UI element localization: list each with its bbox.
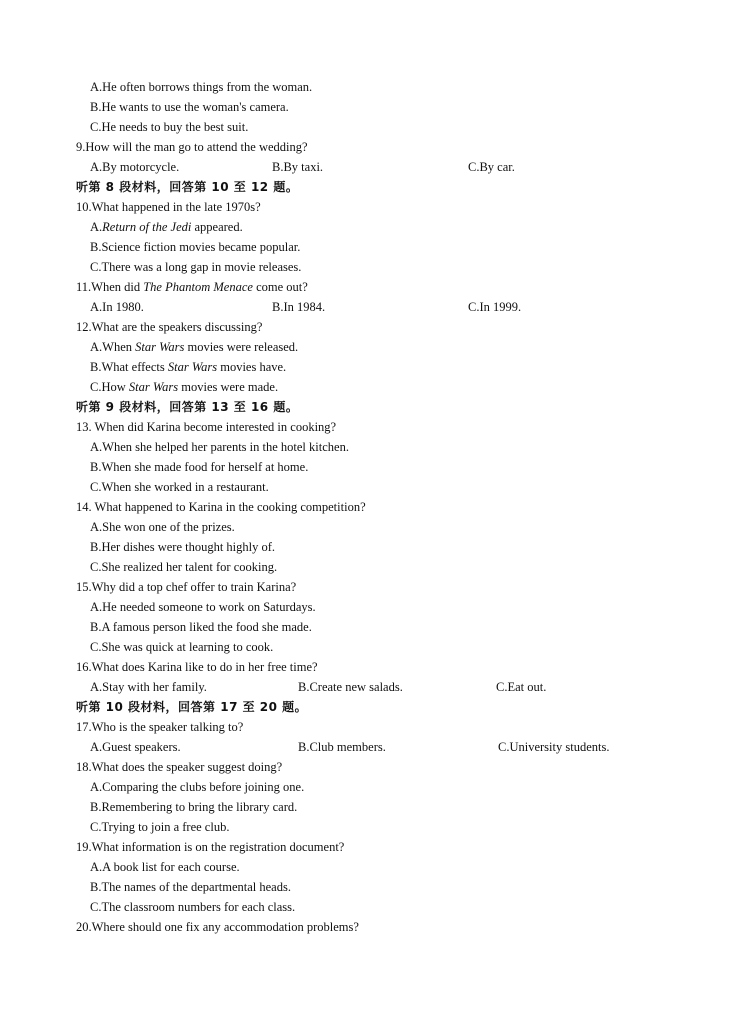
q11-option-b: B.In 1984. [272,300,326,314]
q12-option-a: A.When Star Wars movies were released. [90,340,299,354]
q20-question: 20.Where should one fix any accommodation problems? [76,920,359,934]
q9-option-b: B.By taxi. [272,160,324,174]
section-heading-8: 听第 8 段材料，回答第 10 至 12 题。 [76,180,299,194]
q19-option-c: C.The classroom numbers for each class. [90,900,296,914]
q14-option-c: C.She realized her talent for cooking. [90,560,278,574]
q19-option-a: A.A book list for each course. [90,860,240,874]
q17-option-a: A.Guest speakers. [90,740,181,754]
q12-question: 12.What are the speakers discussing? [76,320,263,334]
q18-option-c: C.Trying to join a free club. [90,820,230,834]
q15-option-a: A.He needed someone to work on Saturdays. [90,600,316,614]
q10-question: 10.What happened in the late 1970s? [76,200,261,214]
q19-option-b: B.The names of the departmental heads. [90,880,291,894]
listening-questions [76,77,716,937]
q8-option-b: B.He wants to use the woman's camera. [90,100,289,114]
q17-options [76,737,716,757]
q16-option-c: C.Eat out. [496,680,547,694]
q11-options [76,297,716,317]
q16-question: 16.What does Karina like to do in her free time? [76,660,318,674]
q18-option-a: A.Comparing the clubs before joining one. [90,780,305,794]
q9-options [76,157,716,177]
q13-question: 13. When did Karina become interested in cooking? [76,420,337,434]
q18-option-b: B.Remembering to bring the library card. [90,800,298,814]
q13-option-a: A.When she helped her parents in the hotel kitchen. [90,440,349,454]
q12-option-b: B.What effects Star Wars movies have. [90,360,287,374]
section-heading-10: 听第 10 段材料，回答第 17 至 20 题。 [76,700,308,714]
q16-option-b: B.Create new salads. [298,680,403,694]
q9-option-a: A.By motorcycle. [90,160,180,174]
q8-option-a: A.He often borrows things from the woman. [90,80,313,94]
q10-option-a: A.Return of the Jedi appeared. [90,220,243,234]
q16-options [76,677,716,697]
q11-question: 11.When did The Phantom Menace come out? [76,280,308,294]
q11-option-a: A.In 1980. [90,300,144,314]
q14-option-a: A.She won one of the prizes. [90,520,235,534]
q17-option-b: B.Club members. [298,740,386,754]
q15-question: 15.Why did a top chef offer to train Karina? [76,580,297,594]
q9-question: 9.How will the man go to attend the wedding? [76,140,308,154]
q17-option-c: C.University students. [498,740,610,754]
q9-option-c: C.By car. [468,160,515,174]
q18-question: 18.What does the speaker suggest doing? [76,760,283,774]
q19-question: 19.What information is on the registration document? [76,840,345,854]
q13-option-b: B.When she made food for herself at home. [90,460,309,474]
q15-option-c: C.She was quick at learning to cook. [90,640,274,654]
q17-question: 17.Who is the speaker talking to? [76,720,244,734]
q14-question: 14. What happened to Karina in the cooking competition? [76,500,366,514]
q10-option-b: B.Science fiction movies became popular. [90,240,301,254]
q13-option-c: C.When she worked in a restaurant. [90,480,269,494]
q14-option-b: B.Her dishes were thought highly of. [90,540,276,554]
q11-option-c: C.In 1999. [468,300,522,314]
q15-option-b: B.A famous person liked the food she made. [90,620,312,634]
q10-option-c: C.There was a long gap in movie releases. [90,260,302,274]
section-heading-9: 听第 9 段材料，回答第 13 至 16 题。 [76,400,299,414]
q8-option-c: C.He needs to buy the best suit. [90,120,249,134]
q12-option-c: C.How Star Wars movies were made. [90,380,279,394]
q16-option-a: A.Stay with her family. [90,680,207,694]
